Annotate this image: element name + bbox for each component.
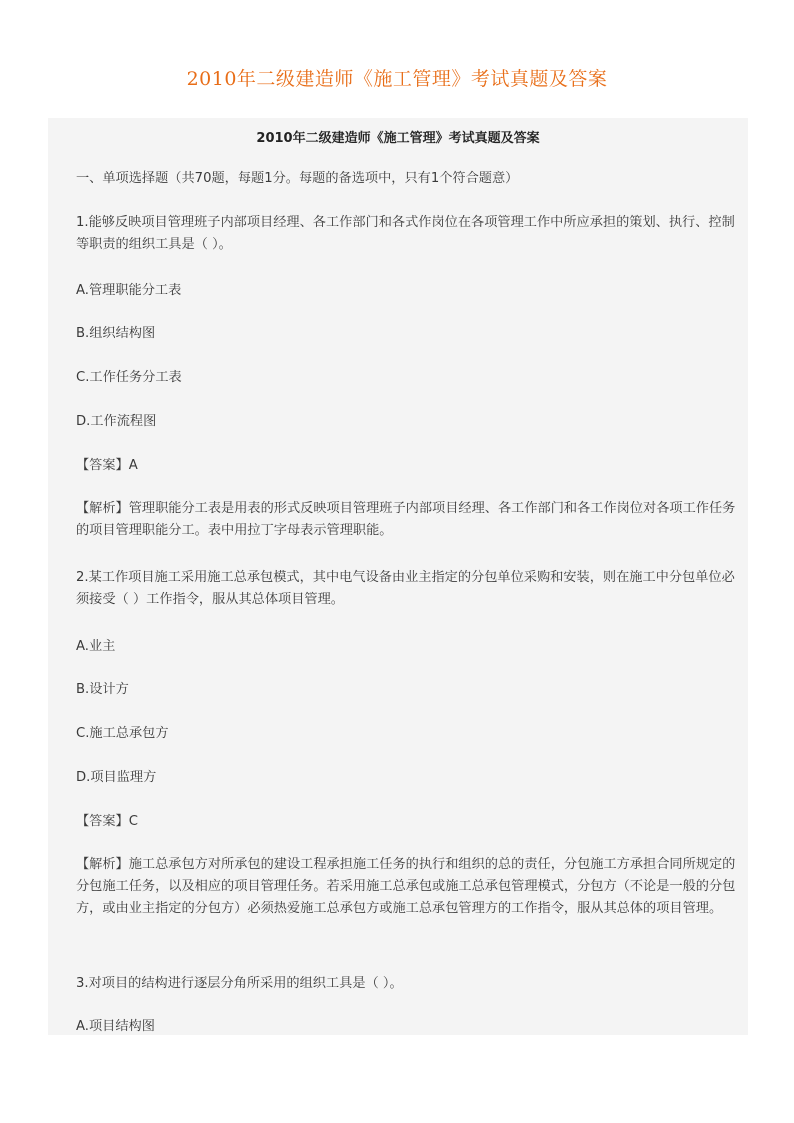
question-3-option-a: A.项目结构图 [76,1019,155,1034]
document-heading: 2010年二级建造师《施工管理》考试真题及答案 [256,131,540,146]
document-body [48,118,748,1035]
question-2-answer: 【答案】C [76,814,138,829]
question-1-answer: 【答案】A [76,458,138,473]
question-3-stem: 3.对项目的结构进行逐层分角所采用的组织工具是（ ）。 [76,976,403,991]
question-2-option-d: D.项目监理方 [76,770,157,785]
question-2-stem: 2.某工作项目施工采用施工总承包模式，其中电气设备由业主指定的分包单位采购和安装，则在施工中分包单位必须接受（ ）工作指令，服从其总体项目管理。 [76,570,735,607]
question-2-analysis: 【解析】施工总承包方对所承包的建设工程承担施工任务的执行和组织的总的责任，分包施工方承担合同所规定的分包施工任务，以及相应的项目管理任务。若采用施工总承包或施工总承包管理模式，分包方（不论是一般的分包方，或由业主指定的分包方）必须热爱施工总承包方或施工总承包管理方的工作指令，服从其总体的项目管理。 [76,857,736,916]
question-2-option-b: B.设计方 [76,682,129,697]
question-1-option-a: A.管理职能分工表 [76,283,182,298]
page-title: 2010年二级建造师《施工管理》考试真题及答案 [186,68,608,90]
question-1-option-d: D.工作流程图 [76,414,157,429]
question-1-option-b: B.组织结构图 [76,326,156,341]
question-1-stem: 1.能够反映项目管理班子内部项目经理、各工作部门和各式作岗位在各项管理工作中所应承担的策划、执行、控制等职责的组织工具是（ ）。 [76,215,735,252]
question-2-option-a: A.业主 [76,639,116,654]
question-1-analysis: 【解析】管理职能分工表是用表的形式反映项目管理班子内部项目经理、各工作部门和各工作岗位对各项工作任务的项目管理职能分工。表中用拉丁字母表示管理职能。 [76,501,736,538]
question-2-option-c: C.施工总承包方 [76,726,169,741]
question-1-option-c: C.工作任务分工表 [76,370,182,385]
section-intro: 一、单项选择题（共70题，每题1分。每题的备选项中，只有1个符合题意） [76,171,519,186]
